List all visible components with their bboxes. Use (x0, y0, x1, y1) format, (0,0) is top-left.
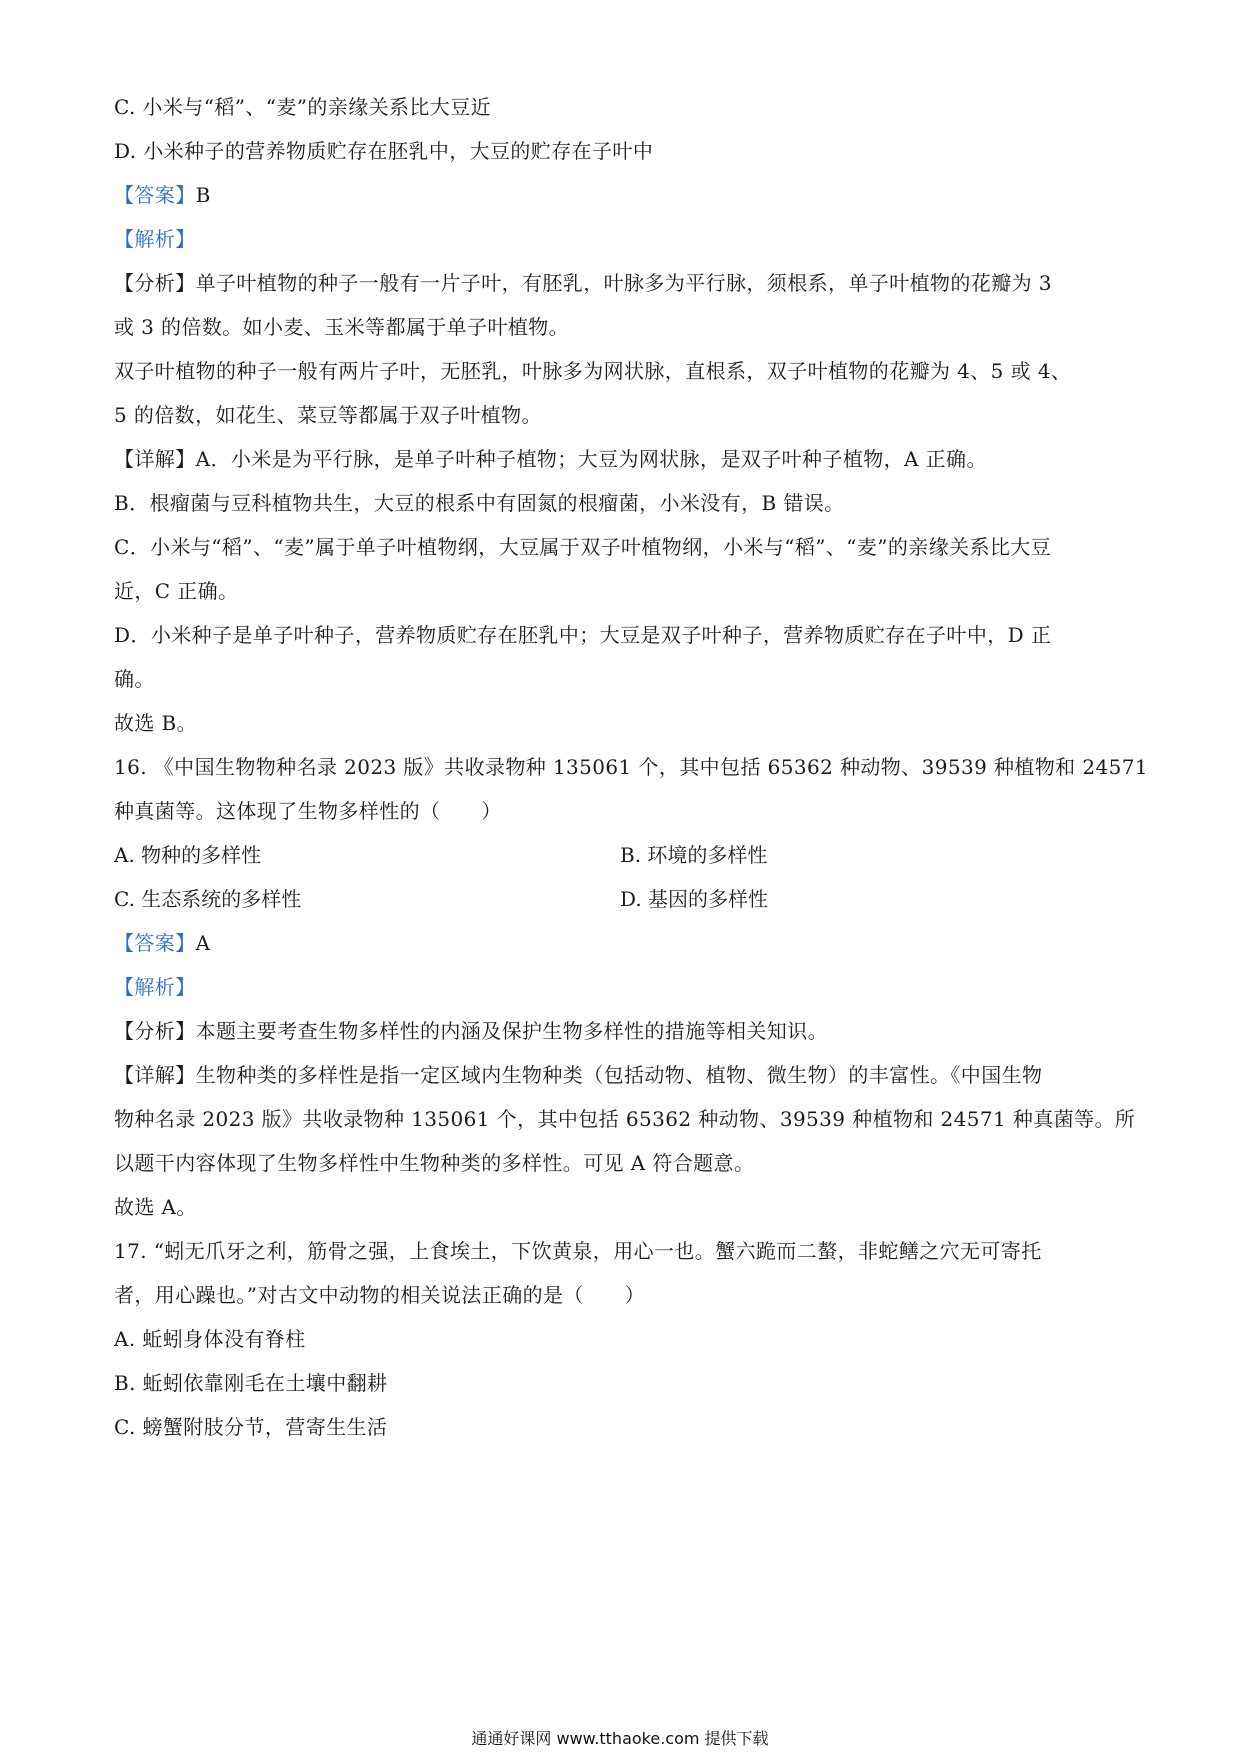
jiexi-tag: 【解析】 (114, 975, 196, 999)
fenxi-tag: 【分析】 (114, 271, 196, 295)
q16-xiangjie-line1 (114, 1060, 1124, 1090)
q15-conclusion: 故选 B。 (114, 711, 198, 735)
q17-stem-line2: 者，用心躁也。”对古文中动物的相关说法正确的是（ ） (114, 1283, 646, 1307)
answer-value: A (195, 931, 211, 955)
q17-option-c: C. 螃蟹附肢分节，营寄生生活 (114, 1415, 388, 1439)
q15-xiangjie-c1: C．小米与“稻”、“麦”属于单子叶植物纲，大豆属于双子叶植物纲，小米与“稻”、“麦”的亲缘关系比大豆 (114, 535, 1052, 559)
q15-para2-line2: 5 的倍数，如花生、菜豆等都属于双子叶植物。 (114, 403, 542, 427)
q16-option-d: D. 基因的多样性 (620, 887, 769, 911)
q15-xiangjie-d2: 确。 (114, 667, 155, 691)
xiangjie-a-text: A．小米是为平行脉，是单子叶种子植物；大豆为网状脉，是双子叶种子植物，A 正确。 (195, 447, 987, 471)
q15-option-d: D. 小米种子的营养物质贮存在胚乳中，大豆的贮存在子叶中 (114, 139, 654, 163)
q15-xiangjie-a (114, 444, 1124, 474)
q16-xiangjie-line2: 物种名录 2023 版》共收录物种 135061 个，其中包括 65362 种动物、39539 种植物和 24571 种真菌等。所 (114, 1107, 1136, 1131)
q16-stem-line1: 16. 《中国生物物种名录 2023 版》共收录物种 135061 个，其中包括 65362 种动物、39539 种植物和 24571 (114, 755, 1148, 779)
fenxi-text: 本题主要考查生物多样性的内涵及保护生物多样性的措施等相关知识。 (195, 1019, 829, 1043)
q15-answer-line (114, 180, 1124, 210)
q15-xiangjie-d1: D．小米种子是单子叶种子，营养物质贮存在胚乳中；大豆是双子叶种子，营养物质贮存在子叶中，D 正 (114, 623, 1052, 647)
xiangjie-tag: 【详解】 (114, 1063, 196, 1087)
q17-option-a: A. 蚯蚓身体没有脊柱 (114, 1327, 306, 1351)
q15-para2-line1: 双子叶植物的种子一般有两片子叶，无胚乳，叶脉多为网状脉，直根系，双子叶植物的花瓣为 4、5 或 4、 (114, 359, 1072, 383)
answer-tag: 【答案】 (114, 183, 196, 207)
fenxi-text: 单子叶植物的种子一般有一片子叶，有胚乳，叶脉多为平行脉，须根系，单子叶植物的花瓣为 3 (195, 271, 1052, 295)
q15-jiexi-line (114, 224, 1124, 254)
q17-option-b: B. 蚯蚓依靠刚毛在土壤中翻耕 (114, 1371, 388, 1395)
q17-stem-line1: 17. “蚓无爪牙之利，筋骨之强，上食埃土，下饮黄泉，用心一也。蟹六跪而二螯，非蛇鳝之穴无可寄托 (114, 1239, 1042, 1263)
answer-tag: 【答案】 (114, 931, 196, 955)
fenxi-tag: 【分析】 (114, 1019, 196, 1043)
q16-option-c: C. 生态系统的多样性 (114, 887, 302, 911)
q16-option-b: B. 环境的多样性 (620, 843, 768, 867)
q15-option-c: C. 小米与“稻”、“麦”的亲缘关系比大豆近 (114, 95, 492, 119)
q15-fenxi-line2: 或 3 的倍数。如小麦、玉米等都属于单子叶植物。 (114, 315, 570, 339)
q15-fenxi-line1 (114, 268, 1124, 298)
q16-stem-line2: 种真菌等。这体现了生物多样性的（ ） (114, 799, 502, 823)
q16-jiexi-line (114, 972, 1124, 1002)
q16-fenxi-line (114, 1016, 1124, 1046)
xiangjie-text: 生物种类的多样性是指一定区域内生物种类（包括动物、植物、微生物）的丰富性。《中国生物 (195, 1063, 1043, 1087)
jiexi-tag: 【解析】 (114, 227, 196, 251)
xiangjie-tag: 【详解】 (114, 447, 196, 471)
page-footer: 通通好课网 www.tthaoke.com 提供下载 (471, 1729, 769, 1748)
q15-xiangjie-c2: 近，C 正确。 (114, 579, 239, 603)
answer-value: B (195, 183, 211, 207)
q16-xiangjie-line3: 以题干内容体现了生物多样性中生物种类的多样性。可见 A 符合题意。 (114, 1151, 755, 1175)
q16-answer-line (114, 928, 1124, 958)
q16-conclusion: 故选 A。 (114, 1195, 197, 1219)
q16-option-a: A. 物种的多样性 (114, 843, 262, 867)
q15-xiangjie-b: B．根瘤菌与豆科植物共生，大豆的根系中有固氮的根瘤菌，小米没有，B 错误。 (114, 491, 845, 515)
